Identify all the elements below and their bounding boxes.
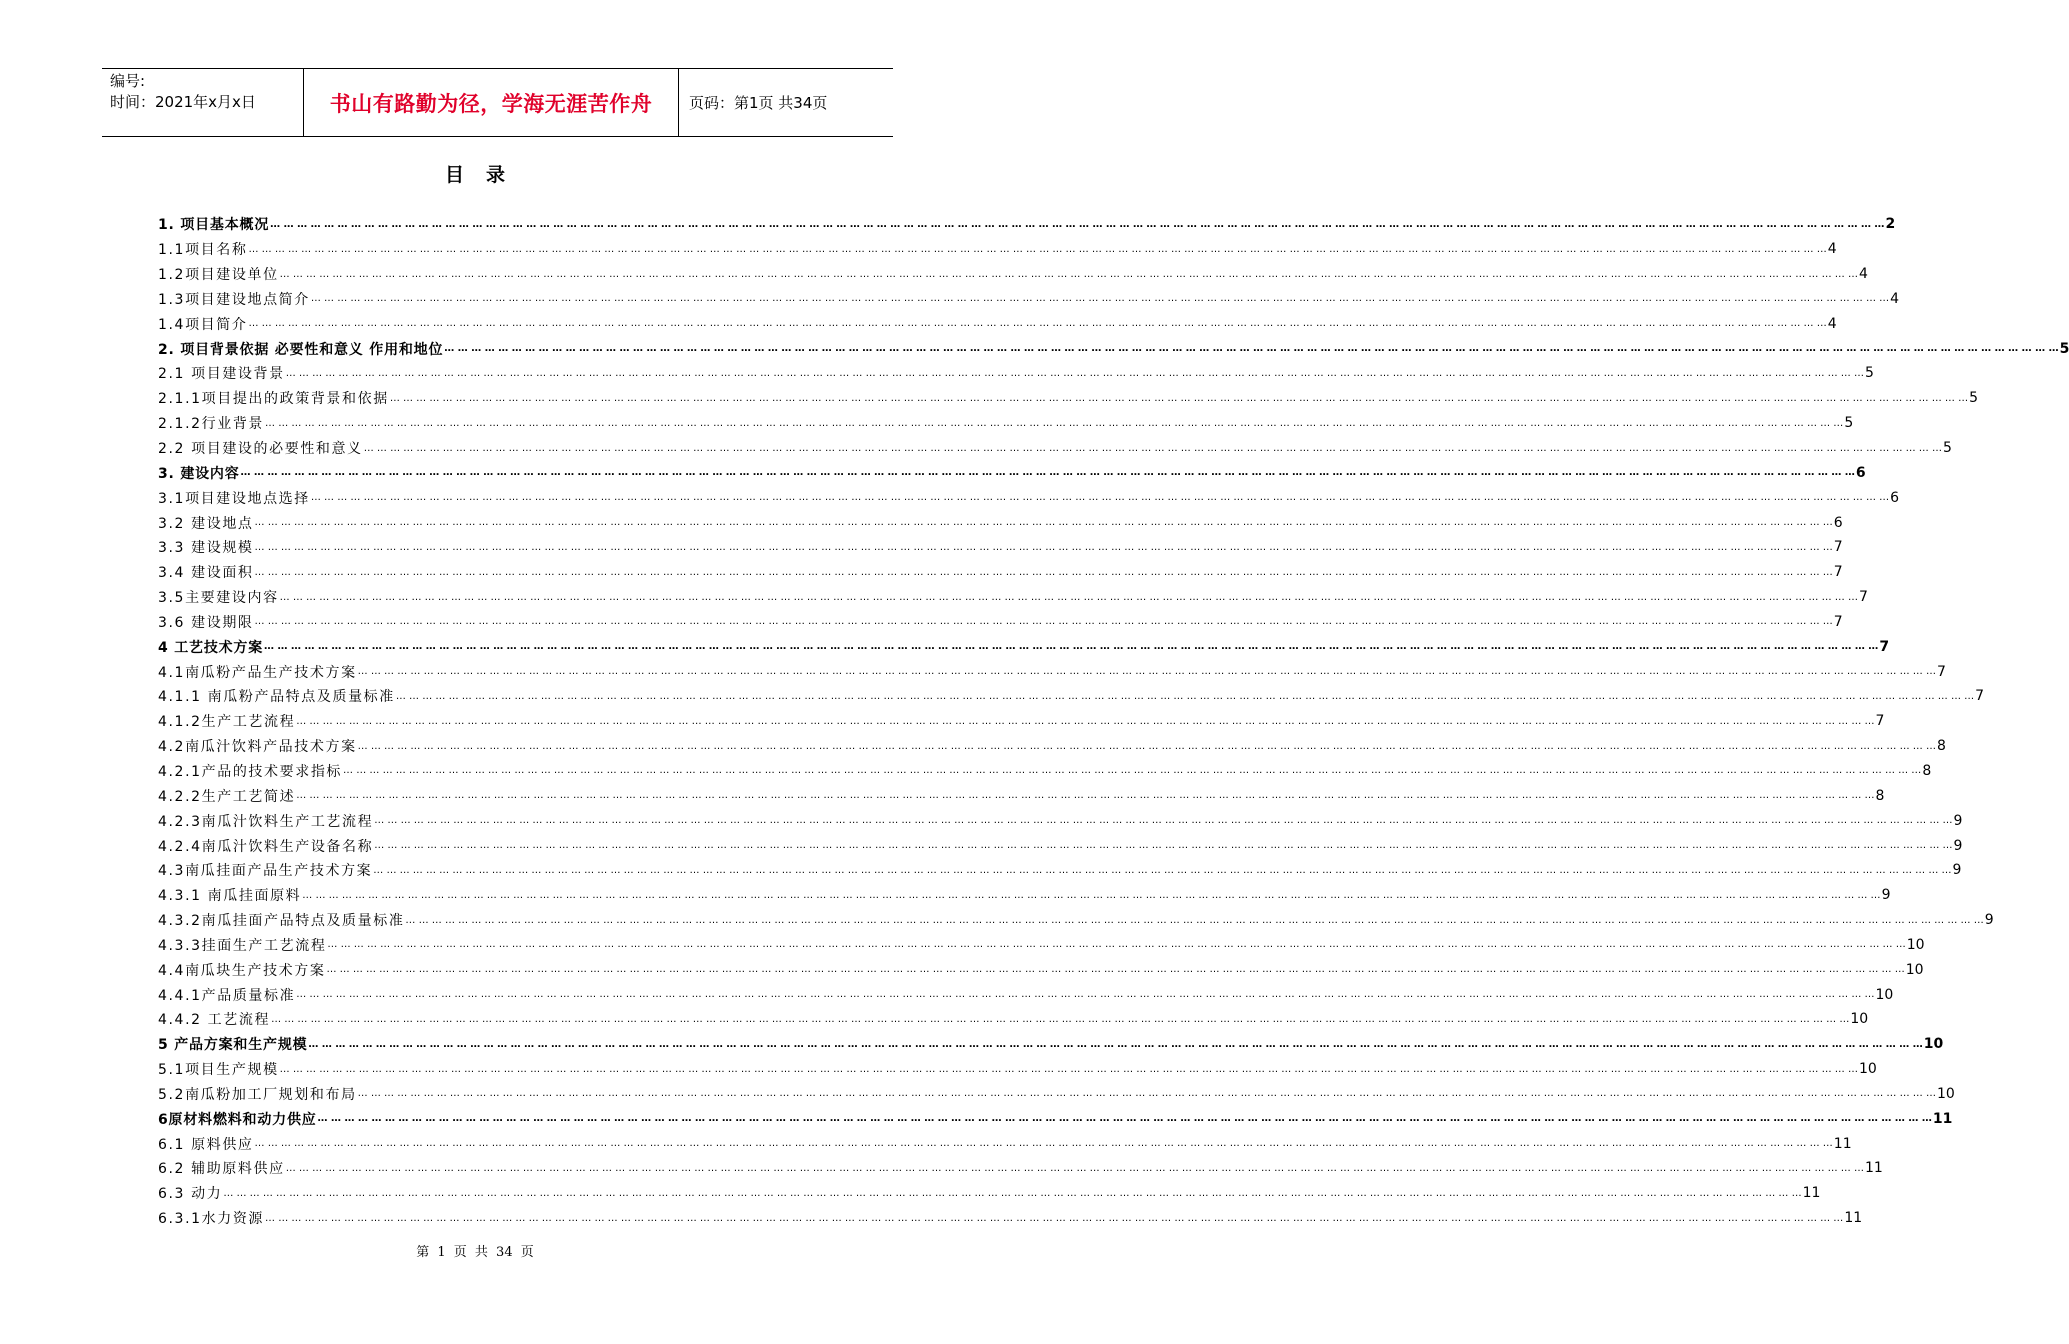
toc-entry-page: 10 [1858,1061,1877,1078]
toc-entry-page: 10 [1906,936,1925,953]
toc-entry[interactable] [158,237,1837,262]
number-label: 编号: [110,72,146,90]
toc-entry[interactable] [158,361,1874,386]
toc-dot-leader: … … … … … … … … … … … … … … … … … … … … … … … … … … … … … … … … … … … … … … … … … … … … … … … … … … … … … … … … … … … … … … … … … … … … … … … … … … … … … … … … … … … … … … … … … … … … … … … … … … … … … … … … … … … … … … … … … … … … … … … … [265,417,1844,429]
toc-entry-label: 2. 项目背景依据 必要性和意义 作用和地位 [158,341,444,358]
toc-dot-leader: … … … … … … … … … … … … … … … … … … … … … … … … … … … … … … … … … … … … … … … … … … … … … … … … … … … … … … … … … … … … … … … … … … … … … … … … … … … … … … … … … … … … … … … … … … … … … … … … … … … … … … … … … … … … … … … … … … … … … … … … [285,367,1864,379]
toc-entry-page: 6 [1890,489,1900,506]
toc-dot-leader: … … … … … … … … … … … … … … … … … … … … … … … … … … … … … … … … … … … … … … … … … … … … … … … … … … … … … … … … … … … … … … … … … … … … … … … … … … … … … … … … … … … … … … … … … … … … … … … … … … … … … … … … … … … … … … … … … … … … … … … … [444,343,2059,355]
toc-entry-label: 6.3.1水力资源 [158,1211,265,1228]
toc-dot-leader: … … … … … … … … … … … … … … … … … … … … … … … … … … … … … … … … … … … … … … … … … … … … … … … … … … … … … … … … … … … … … … … … … … … … … … … … … … … … … … … … … … … … … … … … … … … … … … … … … … … … … … … … … … … … … … … … … … … … … … … … [357,740,1936,752]
page-title: 目录 [444,164,527,186]
toc-entry-label: 3.4 建设面积 [158,565,254,582]
toc-entry-page: 4 [1890,290,1900,307]
toc-entry-label: 4.2.1产品的技术要求指标 [158,763,343,780]
toc-entry-label: 3.6 建设期限 [158,614,254,631]
toc-entry-page: 8 [1922,762,1932,779]
toc-entry-label: 4.3.2南瓜挂面产品特点及质量标准 [158,913,405,930]
toc-entry-page: 4 [1858,266,1868,283]
page-footer: 第 1 页 共 34 页 [416,1245,534,1260]
toc-entry[interactable] [158,759,1932,784]
toc-entry-page: 9 [1953,812,1963,829]
toc-entry-page: 5 [1969,390,1979,407]
toc-dot-leader: … … … … … … … … … … … … … … … … … … … … … … … … … … … … … … … … … … … … … … … … … … … … … … … … … … … … … … … … … … … … … … … … … … … … … … … … … … … … … … … … … … … … … … … … … … … … … … … … … … … … … … … … … … … … … … … … … … … … … … … … [248,243,1827,255]
toc-entry-label: 2.1.1项目提出的政策背景和依据 [158,391,389,408]
toc-dot-leader: … … … … … … … … … … … … … … … … … … … … … … … … … … … … … … … … … … … … … … … … … … … … … … … … … … … … … … … … … … … … … … … … … … … … … … … … … … … … … … … … … … … … … … … … … … … … … … … … … … … … … … … … … … … … … … … … … … … … … … … … [296,989,1875,1001]
toc-dot-leader: … … … … … … … … … … … … … … … … … … … … … … … … … … … … … … … … … … … … … … … … … … … … … … … … … … … … … … … … … … … … … … … … … … … … … … … … … … … … … … … … … … … … … … … … … … … … … … … … … … … … … … … … … … … … … … … … … … … … … … … … [248,318,1827,330]
toc-entry[interactable] [158,883,1891,908]
toc-entry-label: 5 产品方案和生产规模 [158,1037,308,1054]
toc-dot-leader: … … … … … … … … … … … … … … … … … … … … … … … … … … … … … … … … … … … … … … … … … … … … … … … … … … … … … … … … … … … … … … … … … … … … … … … … … … … … … … … … … … … … … … … … … … … … … … … … … … … … … … … … … … … … … … … … … … … … … … … … [270,218,1885,230]
toc-entry-page: 7 [1879,638,1890,655]
toc-entry-label: 4.2.2生产工艺简述 [158,788,296,805]
toc-entry-label: 4 工艺技术方案 [158,639,264,656]
toc-entry-label: 6原材料燃料和动力供应 [158,1111,317,1128]
toc-dot-leader: … … … … … … … … … … … … … … … … … … … … … … … … … … … … … … … … … … … … … … … … … … … … … … … … … … … … … … … … … … … … … … … … … … … … … … … … … … … … … … … … … … … … … … … … … … … … … … … … … … … … … … … … … … … … … … … … … … … … … … … … [254,541,1833,553]
table-of-contents [158,212,2069,1231]
toc-dot-leader: … … … … … … … … … … … … … … … … … … … … … … … … … … … … … … … … … … … … … … … … … … … … … … … … … … … … … … … … … … … … … … … … … … … … … … … … … … … … … … … … … … … … … … … … … … … … … … … … … … … … … … … … … … … … … … … … … … … … … … … … [310,492,1890,504]
toc-dot-leader: … … … … … … … … … … … … … … … … … … … … … … … … … … … … … … … … … … … … … … … … … … … … … … … … … … … … … … … … … … … … … … … … … … … … … … … … … … … … … … … … … … … … … … … … … … … … … … … … … … … … … … … … … … … … … … … … … … … … … … … … [296,790,1875,802]
header-page-info: 页码：第1页 共34页 [689,94,828,112]
toc-dot-leader: … … … … … … … … … … … … … … … … … … … … … … … … … … … … … … … … … … … … … … … … … … … … … … … … … … … … … … … … … … … … … … … … … … … … … … … … … … … … … … … … … … … … … … … … … … … … … … … … … … … … … … … … … … … … … … … … … … … … … … … … [363,442,1942,454]
toc-entry[interactable] [158,262,1868,287]
toc-entry-label: 4.1.1 南瓜粉产品特点及质量标准 [158,689,395,706]
toc-entry-page: 11 [1932,1110,1953,1127]
toc-entry-label: 4.1南瓜粉产品生产技术方案 [158,664,357,681]
toc-entry-page: 5 [1865,365,1874,382]
toc-entry-label: 4.4.1产品质量标准 [158,987,296,1004]
toc-entry-label: 4.2.4南瓜汁饮料生产设备名称 [158,838,374,855]
toc-entry-label: 1.1项目名称 [158,242,248,259]
toc-entry-page: 9 [1984,912,1994,929]
toc-entry-page: 9 [1952,862,1962,879]
toc-entry-label: 3.2 建设地点 [158,515,254,532]
toc-dot-leader: … … … … … … … … … … … … … … … … … … … … … … … … … … … … … … … … … … … … … … … … … … … … … … … … … … … … … … … … … … … … … … … … … … … … … … … … … … … … … … … … … … … … … … … … … … … … … … … … … … … … … … … … … … … … … … … … … … … … … … … … [326,964,1905,976]
toc-entry-label: 1. 项目基本概况 [158,217,270,234]
toc-entry[interactable] [158,311,1837,336]
toc-entry[interactable] [158,833,1963,858]
toc-entry[interactable] [158,1007,1869,1032]
toc-entry-page: 7 [1975,688,1985,705]
toc-dot-leader: … … … … … … … … … … … … … … … … … … … … … … … … … … … … … … … … … … … … … … … … … … … … … … … … … … … … … … … … … … … … … … … … … … … … … … … … … … … … … … … … … … … … … … … … … … … … … … … … … … … … … … … … … … … … … … … … … … … … … … … … [279,1063,1858,1075]
toc-dot-leader: … … … … … … … … … … … … … … … … … … … … … … … … … … … … … … … … … … … … … … … … … … … … … … … … … … … … … … … … … … … … … … … … … … … … … … … … … … … … … … … … … … … … … … … … … … … … … … … … … … … … … … … … … … … … … … … … … … … … … … … … [395,690,1975,702]
toc-entry-page: 5 [1943,440,1952,457]
toc-entry-page: 11 [1833,1135,1852,1152]
toc-entry[interactable] [158,1206,1863,1231]
toc-entry-label: 6.3 动力 [158,1186,223,1203]
toc-entry-page: 7 [1833,613,1843,630]
toc-dot-leader: … … … … … … … … … … … … … … … … … … … … … … … … … … … … … … … … … … … … … … … … … … … … … … … … … … … … … … … … … … … … … … … … … … … … … … … … … … … … … … … … … … … … … … … … … … … … … … … … … … … … … … … … … … … … … … … … … … … … … … … … [296,715,1875,727]
toc-dot-leader: … … … … … … … … … … … … … … … … … … … … … … … … … … … … … … … … … … … … … … … … … … … … … … … … … … … … … … … … … … … … … … … … … … … … … … … … … … … … … … … … … … … … … … … … … … … … … … … … … … … … … … … … … … … … … … … … … … … … … … … … [308,1038,1923,1050]
toc-entry-label: 4.4.2 工艺流程 [158,1012,271,1029]
toc-entry[interactable] [158,1106,1953,1131]
toc-entry[interactable] [158,336,2069,361]
toc-entry-label: 4.1.2生产工艺流程 [158,714,296,731]
toc-entry-page: 11 [1865,1160,1883,1177]
toc-entry-page: 6 [1833,514,1843,531]
toc-entry-label: 2.2 项目建设的必要性和意义 [158,441,363,458]
toc-entry[interactable] [158,535,1843,560]
toc-entry-label: 4.2.3南瓜汁饮料生产工艺流程 [158,813,374,830]
toc-entry[interactable] [158,957,1924,982]
toc-entry-label: 6.1 原料供应 [158,1136,254,1153]
toc-entry-label: 5.1项目生产规模 [158,1062,279,1079]
toc-entry[interactable] [158,734,1946,759]
toc-dot-leader: … … … … … … … … … … … … … … … … … … … … … … … … … … … … … … … … … … … … … … … … … … … … … … … … … … … … … … … … … … … … … … … … … … … … … … … … … … … … … … … … … … … … … … … … … … … … … … … … … … … … … … … … … … … … … … … … … … … … … … … … [254,616,1833,628]
toc-entry[interactable] [158,634,1890,659]
toc-entry-label: 3.5主要建设内容 [158,590,279,607]
toc-dot-leader: … … … … … … … … … … … … … … … … … … … … … … … … … … … … … … … … … … … … … … … … … … … … … … … … … … … … … … … … … … … … … … … … … … … … … … … … … … … … … … … … … … … … … … … … … … … … … … … … … … … … … … … … … … … … … … … … … … … … … … … … [254,566,1833,578]
toc-dot-leader: … … … … … … … … … … … … … … … … … … … … … … … … … … … … … … … … … … … … … … … … … … … … … … … … … … … … … … … … … … … … … … … … … … … … … … … … … … … … … … … … … … … … … … … … … … … … … … … … … … … … … … … … … … … … … … … … … … … … … … … … [357,1088,1936,1100]
toc-entry[interactable] [158,783,1885,808]
toc-entry[interactable] [158,932,1925,957]
toc-entry[interactable] [158,858,1962,883]
toc-dot-leader: … … … … … … … … … … … … … … … … … … … … … … … … … … … … … … … … … … … … … … … … … … … … … … … … … … … … … … … … … … … … … … … … … … … … … … … … … … … … … … … … … … … … … … … … … … … … … … … … … … … … … … … … … … … … … … … … … … … … … … … … [343,765,1922,777]
toc-entry[interactable] [158,560,1843,585]
toc-entry-label: 1.4项目简介 [158,316,248,333]
toc-entry-label: 3.3 建设规模 [158,540,254,557]
toc-entry-label: 5.2南瓜粉加工厂规划和布局 [158,1086,357,1103]
toc-entry-page: 10 [1936,1085,1955,1102]
header-motto: 书山有路勤为径，学海无涯苦作舟 [304,69,679,136]
toc-entry-page: 7 [1833,564,1843,581]
toc-entry[interactable] [158,287,1900,312]
toc-entry-page: 10 [1850,1011,1869,1028]
toc-dot-leader: … … … … … … … … … … … … … … … … … … … … … … … … … … … … … … … … … … … … … … … … … … … … … … … … … … … … … … … … … … … … … … … … … … … … … … … … … … … … … … … … … … … … … … … … … … … … … … … … … … … … … … … … … … … … … … … … … … … … … … … … [405,914,1984,926]
toc-entry-page: 2 [1885,216,1896,233]
toc-dot-leader: … … … … … … … … … … … … … … … … … … … … … … … … … … … … … … … … … … … … … … … … … … … … … … … … … … … … … … … … … … … … … … … … … … … … … … … … … … … … … … … … … … … … … … … … … … … … … … … … … … … … … … … … … … … … … … … … … … … … … … … … [271,1013,1850,1025]
toc-entry[interactable] [158,436,1952,461]
toc-entry-page: 9 [1953,837,1963,854]
toc-entry-label: 2.1 项目建设背景 [158,366,285,383]
toc-entry-page: 11 [1802,1185,1821,1202]
toc-entry-label: 3.1项目建设地点选择 [158,490,310,507]
toc-dot-leader: … … … … … … … … … … … … … … … … … … … … … … … … … … … … … … … … … … … … … … … … … … … … … … … … … … … … … … … … … … … … … … … … … … … … … … … … … … … … … … … … … … … … … … … … … … … … … … … … … … … … … … … … … … … … … … … … … … … … … … … … [374,840,1953,852]
toc-entry-page: 6 [1855,464,1866,481]
toc-entry[interactable] [158,212,1896,237]
toc-entry-page: 7 [1936,663,1946,680]
toc-dot-leader: … … … … … … … … … … … … … … … … … … … … … … … … … … … … … … … … … … … … … … … … … … … … … … … … … … … … … … … … … … … … … … … … … … … … … … … … … … … … … … … … … … … … … … … … … … … … … … … … … … … … … … … … … … … … … … … … … … … … … … … … [373,864,1952,876]
toc-entry[interactable] [158,908,1994,933]
toc-dot-leader: … … … … … … … … … … … … … … … … … … … … … … … … … … … … … … … … … … … … … … … … … … … … … … … … … … … … … … … … … … … … … … … … … … … … … … … … … … … … … … … … … … … … … … … … … … … … … … … … … … … … … … … … … … … … … … … … … … … … … … … … [317,1113,1932,1125]
toc-entry[interactable] [158,1156,1883,1181]
toc-entry-page: 9 [1881,887,1891,904]
toc-entry-label: 1.2项目建设单位 [158,267,279,284]
toc-entry-page: 7 [1858,589,1868,606]
toc-entry[interactable] [158,610,1843,635]
toc-entry-page: 8 [1936,738,1946,755]
toc-entry-page: 7 [1875,713,1885,730]
toc-entry-label: 4.3.3挂面生产工艺流程 [158,937,327,954]
toc-dot-leader: … … … … … … … … … … … … … … … … … … … … … … … … … … … … … … … … … … … … … … … … … … … … … … … … … … … … … … … … … … … … … … … … … … … … … … … … … … … … … … … … … … … … … … … … … … … … … … … … … … … … … … … … … … … … … … … … … … … … … … … … [389,392,1969,404]
toc-entry[interactable] [158,1131,1852,1156]
toc-dot-leader: … … … … … … … … … … … … … … … … … … … … … … … … … … … … … … … … … … … … … … … … … … … … … … … … … … … … … … … … … … … … … … … … … … … … … … … … … … … … … … … … … … … … … … … … … … … … … … … … … … … … … … … … … … … … … … … … … … … … … … … … [374,815,1953,827]
toc-entry[interactable] [158,510,1843,535]
toc-entry-label: 4.3南瓜挂面产品生产技术方案 [158,863,373,880]
toc-dot-leader: … … … … … … … … … … … … … … … … … … … … … … … … … … … … … … … … … … … … … … … … … … … … … … … … … … … … … … … … … … … … … … … … … … … … … … … … … … … … … … … … … … … … … … … … … … … … … … … … … … … … … … … … … … … … … … … … … … … … … … … … [302,889,1881,901]
toc-entry-page: 10 [1875,986,1894,1003]
toc-entry[interactable] [158,659,1946,684]
toc-entry-page: 10 [1923,1036,1944,1053]
toc-entry-page: 7 [1833,539,1843,556]
toc-entry-label: 1.3项目建设地点简介 [158,291,310,308]
toc-entry-label: 3. 建设内容 [158,465,240,482]
toc-entry-page: 4 [1827,315,1837,332]
toc-entry-page: 5 [1844,415,1854,432]
toc-dot-leader: … … … … … … … … … … … … … … … … … … … … … … … … … … … … … … … … … … … … … … … … … … … … … … … … … … … … … … … … … … … … … … … … … … … … … … … … … … … … … … … … … … … … … … … … … … … … … … … … … … … … … … … … … … … … … … … … … … … … … … … … [327,939,1906,951]
toc-entry-page: 11 [1844,1210,1863,1227]
toc-dot-leader: … … … … … … … … … … … … … … … … … … … … … … … … … … … … … … … … … … … … … … … … … … … … … … … … … … … … … … … … … … … … … … … … … … … … … … … … … … … … … … … … … … … … … … … … … … … … … … … … … … … … … … … … … … … … … … … … … … … … … … … … [285,1162,1864,1174]
toc-entry[interactable] [158,485,1900,510]
toc-entry[interactable] [158,460,1866,485]
toc-entry[interactable] [158,1032,1944,1057]
toc-dot-leader: … … … … … … … … … … … … … … … … … … … … … … … … … … … … … … … … … … … … … … … … … … … … … … … … … … … … … … … … … … … … … … … … … … … … … … … … … … … … … … … … … … … … … … … … … … … … … … … … … … … … … … … … … … … … … … … … … … … … … … … … [357,666,1936,678]
toc-entry[interactable] [158,808,1963,833]
toc-entry-label: 6.2 辅助原料供应 [158,1161,285,1178]
toc-dot-leader: … … … … … … … … … … … … … … … … … … … … … … … … … … … … … … … … … … … … … … … … … … … … … … … … … … … … … … … … … … … … … … … … … … … … … … … … … … … … … … … … … … … … … … … … … … … … … … … … … … … … … … … … … … … … … … … … … … … … … … … … [279,268,1858,280]
toc-dot-leader: … … … … … … … … … … … … … … … … … … … … … … … … … … … … … … … … … … … … … … … … … … … … … … … … … … … … … … … … … … … … … … … … … … … … … … … … … … … … … … … … … … … … … … … … … … … … … … … … … … … … … … … … … … … … … … … … … … … … … … … … [265,1212,1844,1224]
toc-entry-page: 10 [1905,961,1924,978]
toc-entry-label: 4.2南瓜汁饮料产品技术方案 [158,739,357,756]
toc-dot-leader: … … … … … … … … … … … … … … … … … … … … … … … … … … … … … … … … … … … … … … … … … … … … … … … … … … … … … … … … … … … … … … … … … … … … … … … … … … … … … … … … … … … … … … … … … … … … … … … … … … … … … … … … … … … … … … … … … … … … … … … … [310,293,1890,305]
toc-entry[interactable] [158,1181,1821,1206]
toc-entry[interactable] [158,1057,1877,1082]
toc-entry[interactable] [158,1082,1955,1107]
toc-entry[interactable] [158,709,1885,734]
toc-dot-leader: … … … … … … … … … … … … … … … … … … … … … … … … … … … … … … … … … … … … … … … … … … … … … … … … … … … … … … … … … … … … … … … … … … … … … … … … … … … … … … … … … … … … … … … … … … … … … … … … … … … … … … … … … … … … … … … … … … … … … … … … [223,1187,1802,1199]
header-meta [102,69,304,136]
toc-entry-label: 4.3.1 南瓜挂面原料 [158,888,302,905]
page-header [102,68,893,137]
toc-dot-leader: … … … … … … … … … … … … … … … … … … … … … … … … … … … … … … … … … … … … … … … … … … … … … … … … … … … … … … … … … … … … … … … … … … … … … … … … … … … … … … … … … … … … … … … … … … … … … … … … … … … … … … … … … … … … … … … … … … … … … … … … [279,591,1858,603]
toc-dot-leader: … … … … … … … … … … … … … … … … … … … … … … … … … … … … … … … … … … … … … … … … … … … … … … … … … … … … … … … … … … … … … … … … … … … … … … … … … … … … … … … … … … … … … … … … … … … … … … … … … … … … … … … … … … … … … … … … … … … … … … … … [254,1138,1833,1150]
toc-entry-label: 2.1.2行业背景 [158,416,265,433]
toc-entry[interactable] [158,411,1854,436]
toc-entry[interactable] [158,585,1868,610]
toc-entry[interactable] [158,982,1894,1007]
toc-dot-leader: … … … … … … … … … … … … … … … … … … … … … … … … … … … … … … … … … … … … … … … … … … … … … … … … … … … … … … … … … … … … … … … … … … … … … … … … … … … … … … … … … … … … … … … … … … … … … … … … … … … … … … … … … … … … … … … … … … … … … … … … [254,517,1833,529]
toc-entry-page: 4 [1827,241,1837,258]
toc-entry-page: 5 [2059,340,2069,357]
time-label: 时间：2021年x月x日 [110,93,256,111]
toc-dot-leader: … … … … … … … … … … … … … … … … … … … … … … … … … … … … … … … … … … … … … … … … … … … … … … … … … … … … … … … … … … … … … … … … … … … … … … … … … … … … … … … … … … … … … … … … … … … … … … … … … … … … … … … … … … … … … … … … … … … … … … … … [240,467,1855,479]
toc-entry[interactable] [158,386,1979,411]
toc-entry-label: 4.4南瓜块生产技术方案 [158,962,326,979]
toc-entry[interactable] [158,684,1985,709]
toc-entry-page: 8 [1875,787,1885,804]
toc-dot-leader: … … … … … … … … … … … … … … … … … … … … … … … … … … … … … … … … … … … … … … … … … … … … … … … … … … … … … … … … … … … … … … … … … … … … … … … … … … … … … … … … … … … … … … … … … … … … … … … … … … … … … … … … … … … … … … … … … … … … … … … … [264,641,1879,653]
